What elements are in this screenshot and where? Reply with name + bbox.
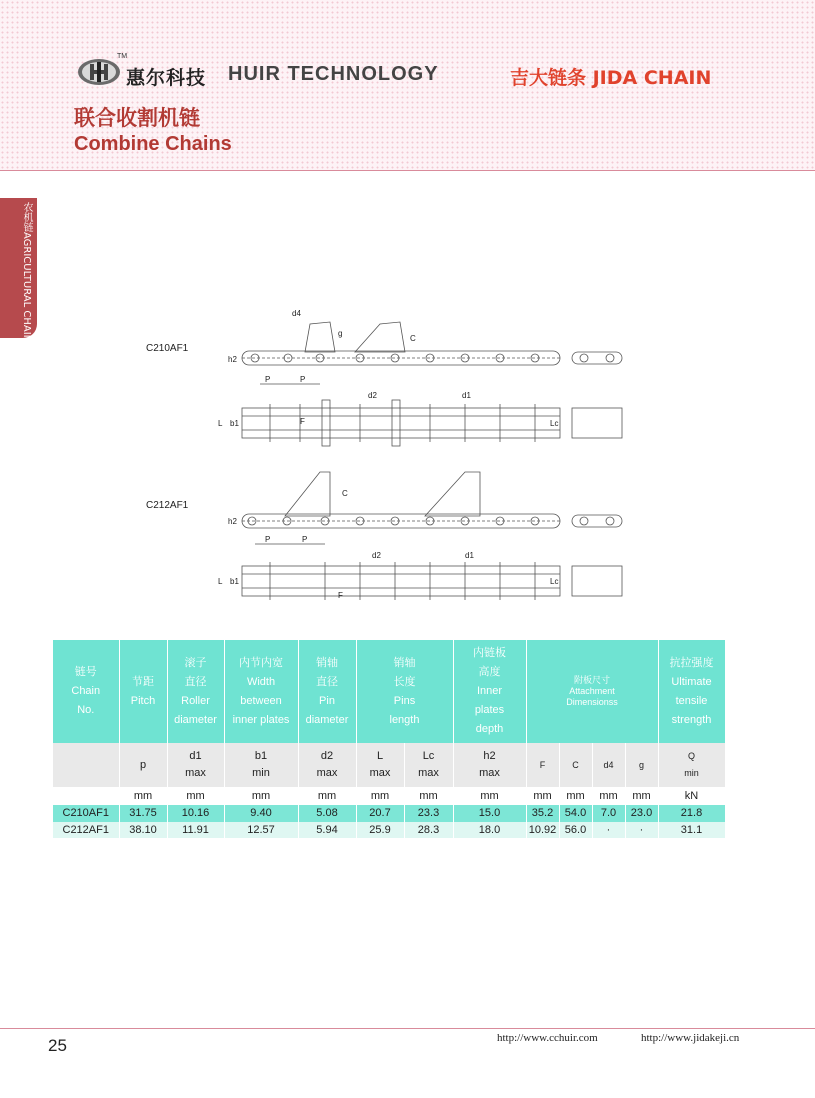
col-header-pitch: 节距 Pitch (119, 640, 167, 743)
table-row (53, 805, 725, 822)
dim-label-b1-2: b1 (230, 577, 239, 586)
table-cell: 31.75 (119, 805, 167, 822)
symbol-cell: h2 max (453, 743, 526, 787)
unit-cell: mm (526, 787, 559, 805)
symbol-cell: d4 (592, 743, 625, 787)
website-link-jidakeji[interactable]: http://www.jidakeji.cn (641, 1032, 740, 1044)
symbol-cell-empty (53, 743, 119, 787)
dim-label-d2-2: d2 (372, 551, 381, 560)
table-cell: 18.0 (453, 822, 526, 838)
col-header-inner-plates-depth: 内链板 高度 Inner plates depth (453, 640, 526, 743)
table-cell: 15.0 (453, 805, 526, 822)
dim-label-c-2: C (342, 489, 348, 498)
symbol-cell: L max (356, 743, 404, 787)
table-cell: 35.2 (526, 805, 559, 822)
symbol-cell: F (526, 743, 559, 787)
page-title-en: Combine Chains (74, 133, 232, 155)
table-cell: 10.16 (167, 805, 224, 822)
page-title-cn: 联合收割机链 (74, 106, 200, 130)
symbol-cell: d2 max (298, 743, 356, 787)
unit-cell: mm (298, 787, 356, 805)
dim-label-h2: h2 (228, 355, 237, 364)
table-row (53, 822, 725, 838)
jida-chain-brand: 吉大链条 JIDA CHAIN (510, 67, 712, 89)
spec-table-wrap (53, 640, 726, 838)
symbol-cell: b1 min (224, 743, 298, 787)
model-label-c212af1: C212AF1 (146, 500, 189, 511)
symbol-cell: d1 max (167, 743, 224, 787)
col-header-pins-length: 销轴 长度 Pins length (356, 640, 453, 743)
chain-technical-drawings (210, 296, 630, 606)
table-cell: 11.91 (167, 822, 224, 838)
symbol-cell: g (625, 743, 658, 787)
unit-cell: mm (625, 787, 658, 805)
table-cell: 25.9 (356, 822, 404, 838)
header-divider (0, 170, 815, 171)
dim-label-f: F (300, 417, 305, 426)
table-cell: 20.7 (356, 805, 404, 822)
unit-cell: mm (453, 787, 526, 805)
unit-cell-empty (53, 787, 119, 805)
model-label-c210af1: C210AF1 (146, 343, 189, 354)
table-cell: C210AF1 (53, 805, 119, 822)
dim-label-l-2: L (218, 577, 223, 586)
dim-label-c: C (410, 334, 416, 343)
page-number: 25 (48, 1036, 67, 1055)
footer-divider (0, 1028, 815, 1029)
table-cell: 21.8 (658, 805, 725, 822)
unit-cell: mm (592, 787, 625, 805)
table-cell: 9.40 (224, 805, 298, 822)
col-header-pin-diameter: 销轴 直径 Pin diameter (298, 640, 356, 743)
dim-label-d2: d2 (368, 391, 377, 400)
table-cell: 12.57 (224, 822, 298, 838)
symbol-cell: C (559, 743, 592, 787)
dim-label-p-2: P (300, 375, 306, 384)
table-cell: 56.0 (559, 822, 592, 838)
table-cell: 28.3 (404, 822, 453, 838)
table-cell: 5.94 (298, 822, 356, 838)
col-header-inner-width: 内节内宽 Width between inner plates (224, 640, 298, 743)
dim-label-d1: d1 (462, 391, 471, 400)
dim-label-p-3: P (265, 535, 271, 544)
side-category-label: 农机链AGRICULTURAL CHAINS (21, 202, 32, 349)
spec-table (53, 640, 726, 838)
unit-cell: mm (404, 787, 453, 805)
dim-label-b1: b1 (230, 419, 239, 428)
dim-label-h2-2: h2 (228, 517, 237, 526)
symbol-cell: p (119, 743, 167, 787)
dim-label-lc: Lc (550, 419, 559, 428)
unit-cell: mm (224, 787, 298, 805)
dim-label-d4: d4 (292, 309, 301, 318)
dim-label-p-4: P (302, 535, 308, 544)
table-cell: 5.08 (298, 805, 356, 822)
symbol-cell: Lc max (404, 743, 453, 787)
dim-label-lc-2: Lc (550, 577, 559, 586)
trademark-mark: TM (117, 53, 128, 60)
dim-label-p: P (265, 375, 271, 384)
col-header-roller-diameter: 滚子 直径 Roller diameter (167, 640, 224, 743)
unit-cell: mm (167, 787, 224, 805)
unit-cell: kN (658, 787, 725, 805)
table-cell: 54.0 (559, 805, 592, 822)
table-cell: · (625, 822, 658, 838)
col-header-tensile-strength: 抗拉强度 Ultimate tensile strength (658, 640, 725, 743)
unit-cell: mm (356, 787, 404, 805)
huir-logo-icon (77, 58, 121, 86)
table-cell: C212AF1 (53, 822, 119, 838)
brand-name-cn: 惠尔科技 (126, 67, 207, 89)
table-cell: 23.0 (625, 805, 658, 822)
dim-label-d1-2: d1 (465, 551, 474, 560)
unit-cell: mm (559, 787, 592, 805)
brand-name-en: HUIR TECHNOLOGY (228, 63, 439, 85)
table-cell: 10.92 (526, 822, 559, 838)
col-header-chain-no: 链号 Chain No. (53, 640, 119, 743)
units-row (53, 787, 725, 805)
dim-label-f-2: F (338, 591, 343, 600)
symbol-cell: Q min (658, 743, 725, 787)
symbol-row (53, 743, 725, 787)
website-link-cchuir[interactable]: http://www.cchuir.com (497, 1032, 598, 1044)
unit-cell: mm (119, 787, 167, 805)
table-cell: 38.10 (119, 822, 167, 838)
table-cell: · (592, 822, 625, 838)
dim-label-l: L (218, 419, 223, 428)
header-row (53, 640, 725, 743)
table-cell: 31.1 (658, 822, 725, 838)
col-header-attachment: 附板尺寸 Attachment Dimensionss (526, 640, 658, 743)
dim-label-g: g (338, 329, 343, 338)
table-cell: 23.3 (404, 805, 453, 822)
table-cell: 7.0 (592, 805, 625, 822)
